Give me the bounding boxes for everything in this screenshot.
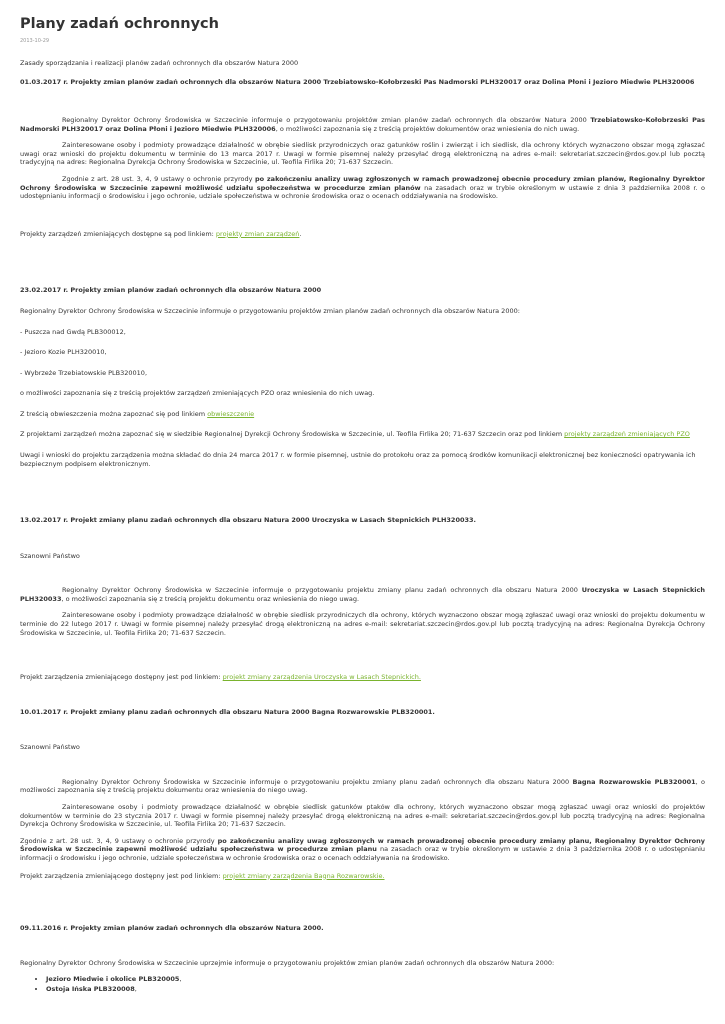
section-heading: 09.11.2016 r. Projekty zmian planów zadań ochronnych dla obszarów Natura 2000. [20, 924, 324, 933]
section-2017-02-13 [20, 516, 705, 682]
section-link-line: Z treścią obwieszczenia można zapoznać się pod linkiem obwieszczenie [20, 409, 255, 418]
section-2017-03-01 [20, 78, 705, 239]
section-2016-11-09 [20, 924, 705, 993]
section-paragraph: Zgodnie z art. 28 ust. 3, 4, 9 ustawy o ochronie przyrody po zakończeniu analizy uwag zgłoszonych w ramach prowadzonej obecnie procedury zmiany planu, Regionalny Dyrektor Ochrony Środowiska w Szczecinie zapewni możliwość udziału społeczeństwa w procedurze zmian planu na zasadach oraz w trybie określonym w ustawie z dnia 3 października 2008 r. o udostępnianiu informacji o środowisku i jego ochronie, udziale społeczeństwa w ochronie środowiska oraz o ocenach oddziaływania na środowisko. [20, 836, 706, 862]
intro-text: Zasady sporządzania i realizacji planów zadań ochronnych dla obszarów Natura 2000 [20, 58, 299, 67]
section-paragraph: Regionalny Dyrektor Ochrony Środowiska w Szczecinie informuje o przygotowaniu projektów zmian planów zadań ochronnych dla obszarów Natura 2000 Trzebiatowsko-Kołobrzeski Pas Nadmorski PLH320017 oraz Dolina Płoni i Jezioro Miedwie PLH320006, o możliwości zapoznania się z treścią projektów dokumentów oraz wniesienia do nich uwag. [20, 116, 705, 133]
area-list [20, 975, 705, 993]
area-item: - Puszcza nad Gwdą PLB300012, [20, 327, 126, 336]
greeting: Szanowni Państwo [20, 743, 80, 752]
list-item: • Jezioro Miedwie i okolice PLB320005, [46, 975, 705, 984]
section-heading: 23.02.2017 r. Projekty zmian planów zadań ochronnych dla obszarów Natura 2000 [20, 286, 322, 295]
section-link-line: Projekt zarządzenia zmieniającego dostępny jest pod linkiem: projekt zmiany zarządzenia Bagna Rozwarowskie. [20, 871, 385, 880]
section-paragraph: Regionalny Dyrektor Ochrony Środowiska w Szczecinie informuje o przygotowaniu projektu zmiany planu zadań ochronnych dla obszaru Natura 2000 Uroczyska w Lasach Stepnickich PLH320033, o możliwości zapoznania się z treścią projektu dokumentu oraz wniesienia do niego uwag. [20, 586, 705, 603]
link-bagna-rozwarowskie[interactable]: projekt zmiany zarządzenia Bagna Rozwarowskie. [222, 871, 385, 880]
area-item: - Jezioro Kozie PLH320010, [20, 348, 107, 357]
section-paragraph: Regionalny Dyrektor Ochrony Środowiska w Szczecinie informuje o przygotowaniu projektu zmiany planu zadań ochronnych dla obszaru Natura 2000 Bagna Rozwarowskie PLB320001, o możliwości zapoznania się z treścią projektu dokumentu oraz wniesienia do niego uwag. [20, 777, 706, 795]
section-link-line: Projekty zarządzeń zmieniających dostępne są pod linkiem: projekty zmian zarządzeń. [20, 229, 302, 238]
section-link-line: Projekt zarządzenia zmieniającego dostępny jest pod linkiem: projekt zmiany zarządzenia Uroczyska w Lasach Stepnickich. [20, 673, 421, 682]
greeting: Szanowni Państwo [20, 551, 80, 560]
page-title: Plany zadań ochronnych [20, 16, 219, 32]
link-obwieszczenie[interactable]: obwieszczenie [207, 409, 255, 418]
area-item: - Wybrzeże Trzebiatowskie PLB320010, [20, 368, 148, 377]
section-paragraph: Zainteresowane osoby i podmioty prowadzące działalność w obrębie siedlisk gatunków ptaków dla ochrony, których wyznaczono obszar mogą zgłaszać uwagi oraz wnioski do projektów dokumentów w terminie do 23 stycznia 2017 r. Uwagi w formie pisemnej należy przesyłać drogą elektroniczną na adres e-mail: sekretariat.szczecin@rdos.gov.pl lub pocztą tradycyjną na adres: Regionalna Dyrekcja Ochrony Środowiska w Szczecinie, ul. Teofila Firlika 20; 71-637 Szczecin. [20, 803, 705, 829]
link-projekty-zarzadzen[interactable]: projekty zarządzeń zmieniających PZO [564, 430, 690, 439]
section-paragraph: Zgodnie z art. 28 ust. 3, 4, 9 ustawy o ochronie przyrody po zakończeniu analizy uwag zgłoszonych w ramach prowadzonej obecnie procedury zmian planów, Regionalny Dyrektor Ochrony Środowiska w Szczecinie zapewni możliwość udziału społeczeństwa w procedurze zmian planów na zasadach oraz w trybie określonym w ustawie z dnia 3 października 2008 r. o udostępnianiu informacji o środowisku i jego ochronie, udziale społeczeństwa w ochronie środowiska oraz o ocenach oddziaływania na środowisko. [20, 175, 705, 201]
section-heading: 01.03.2017 r. Projekty zmian planów zadań ochronnych dla obszarów Natura 2000 Trzebiatowsko-Kołobrzeski Pas Nadmorski PLH320017 oraz Dolina Płoni i Jezioro Miedwie PLH320006 [20, 77, 695, 86]
section-paragraph: o możliwości zapoznania się z treścią projektów zarządzeń zmieniających PZO oraz wniesienia do nich uwag. [20, 389, 375, 398]
link-uroczyska[interactable]: projekt zmiany zarządzenia Uroczyska w Lasach Stepnickich. [222, 673, 421, 682]
section-heading: 10.01.2017 r. Projekt zmiany planu zadań ochronnych dla obszaru Natura 2000 Bagna Rozwarowskie PLB320001. [20, 707, 435, 716]
section-paragraph: Zainteresowane osoby i podmioty prowadzące działalność w obrębie siedlisk przyrodniczych dla ochrony, których wyznaczono obszar mogą zgłaszać uwagi oraz wnioski do projektu dokumentu w terminie do 22 lutego 2017 r. Uwagi w formie pisemnej należy przesyłać drogą elektroniczną na adres e-mail: sekretariat.szczecin@rdos.gov.pl lub pocztą tradycyjną na adres: Regionalna Dyrekcja Ochrony Środowiska w Szczecinie, ul. Teofila Firlika 20; 71-637 Szczecin. [20, 611, 705, 637]
section-2017-02-23 [20, 286, 705, 468]
section-paragraph: Uwagi i wnioski do projektu zarządzenia można składać do dnia 24 marca 2017 r. w formie pisemnej, ustnie do protokołu oraz za pomocą środków komunikacji elektronicznej bez konieczności opatrywania ich bezpiecznym podpisem elektronicznym. [20, 450, 696, 468]
section-paragraph: Zainteresowane osoby i podmioty prowadzące działalność w obrębie siedlisk przyrodniczych oraz gatunków roślin i zwierząt i ich siedlisk, dla ochrony których wyznaczono obszar mogą zgłaszać uwagi oraz wnioski do projektu dokumentu w terminie do 13 marca 2017 r. Uwagi w formie pisemnej należy przesyłać drogą elektroniczną na adres e-mail: sekretariat.szczecin@rdos.gov.pl lub pocztą tradycyjną na adres: Regionalna Dyrekcja Ochrony Środowiska w Szczecinie, ul. Teofila Firlika 20; 71-637 Szczecin. [20, 141, 705, 167]
section-paragraph: Regionalny Dyrektor Ochrony Środowiska w Szczecinie uprzejmie informuje o przygotowaniu projektów zmian planów zadań ochronnych dla obszarów Natura 2000: [20, 958, 555, 967]
publish-date: 2013-10-29 [20, 38, 50, 45]
section-paragraph: Regionalny Dyrektor Ochrony Środowiska w Szczecinie informuje o przygotowaniu projektów zmian planów zadań ochronnych dla obszarów Natura 2000: [20, 306, 520, 315]
list-item: • Ostoja Ińska PLB320008, [46, 985, 705, 994]
section-link-line: Z projektami zarządzeń można zapoznać się w siedzibie Regionalnej Dyrekcji Ochrony Środowiska w Szczecinie, ul. Teofila Firlika 20; 71-637 Szczecin oraz pod linkiem projekty zarządzeń zmieniających PZO [20, 430, 690, 439]
section-2017-01-10 [20, 708, 705, 880]
section-heading: 13.02.2017 r. Projekt zmiany planu zadań ochronnych dla obszaru Natura 2000 Uroczyska w Lasach Stepnickich PLH320033. [20, 516, 477, 525]
link-projekty-zmian[interactable]: projekty zmian zarządzeń [215, 229, 300, 238]
